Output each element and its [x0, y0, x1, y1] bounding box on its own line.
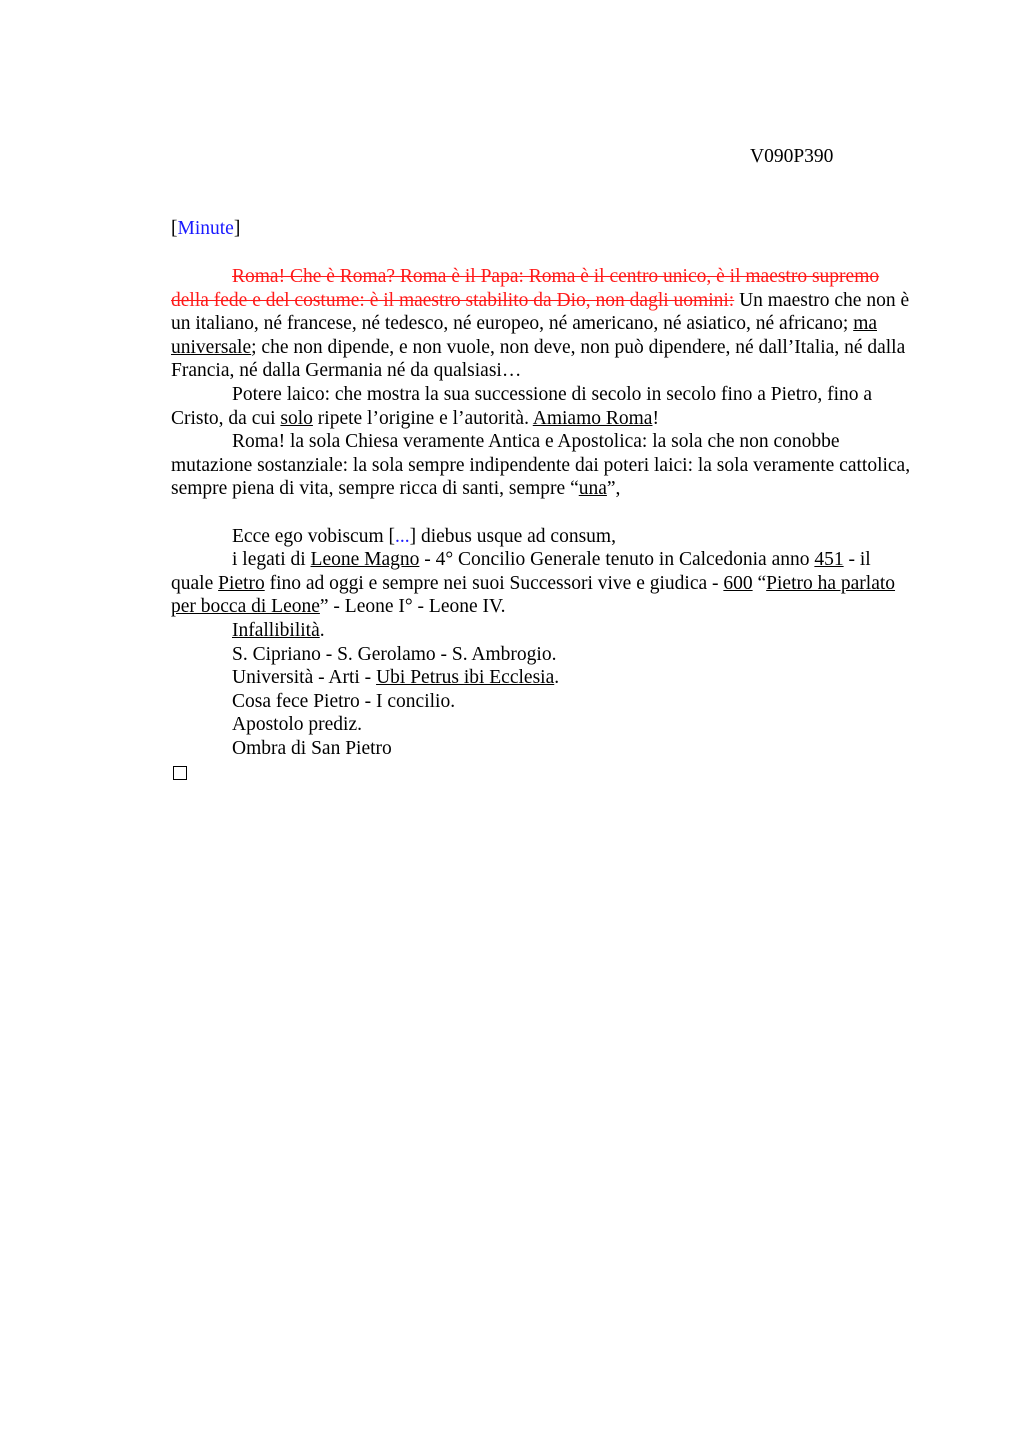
document-body	[171, 265, 916, 784]
paragraph-text: - 4° Concilio Generale tenuto in Calcedonia anno	[419, 549, 815, 571]
bracket-close: ]	[233, 218, 241, 239]
document-id: V090P390	[750, 146, 834, 167]
paragraph-ecce-ego	[171, 525, 916, 549]
paragraph-text: .	[554, 667, 560, 689]
paragraph-text: “	[752, 572, 767, 594]
paragraph-text: Ecce ego vobiscum [	[232, 525, 395, 547]
omission-mark: ...	[394, 525, 410, 547]
paragraph-text: ”,	[606, 478, 621, 500]
paragraph-text: ripete l’origine e l’autorità.	[312, 407, 533, 429]
paragraph-legati	[171, 548, 916, 619]
paragraph-text: i legati di	[232, 549, 311, 571]
paragraph-text: Università - Arti -	[232, 667, 377, 689]
underlined-text: Ubi Petrus ibi Ecclesia	[376, 667, 555, 689]
paragraph-cosa-fece: Cosa fece Pietro - I concilio.	[232, 690, 456, 712]
paragraph-universita	[171, 666, 916, 690]
underlined-text: 451	[814, 549, 844, 571]
paragraph-text: fino ad oggi e sempre nei suoi Successori vive e giudica -	[264, 572, 724, 594]
paragraph-text: Un maestro che non è un italiano, né francese, né tedesco, né europeo, né americano, né asiatico, né africano;	[171, 289, 910, 335]
square-marker-icon	[173, 766, 187, 780]
end-marker	[171, 760, 916, 784]
paragraph-text: ; che non dipende, e non vuole, non deve, non può dipendere, né dall’Italia, né dalla Francia, né dalla Germania né da qualsiasi…	[171, 336, 906, 382]
underlined-text: ma universale	[171, 313, 878, 358]
underlined-text: Pietro	[218, 572, 265, 594]
paragraph-santi: S. Cipriano - S. Gerolamo - S. Ambrogio.	[232, 643, 557, 665]
underlined-text: Pietro ha parlato per bocca di Leone	[171, 572, 896, 618]
paragraph-text: - il quale	[171, 549, 871, 594]
paragraph-text: .	[319, 619, 325, 641]
blank-line	[171, 501, 916, 525]
underlined-text: una	[578, 478, 607, 500]
section-label: Minute	[177, 218, 234, 239]
paragraph-apostolo: Apostolo prediz.	[232, 714, 362, 736]
paragraph-potere-laico	[171, 383, 916, 430]
paragraph-ombra: Ombra di San Pietro	[232, 737, 392, 759]
underlined-text: Leone Magno	[310, 549, 420, 571]
struck-text: Roma! Che è Roma? Roma è il Papa: Roma è il centro unico, è il maestro supremo della fede e del costume: è il maestro stabilito da Dio, non dagli uomini:	[171, 266, 880, 311]
underlined-text: 600	[723, 572, 753, 594]
bracket-open: [	[171, 218, 178, 239]
paragraph-text: Roma! la sola Chiesa veramente Antica e Apostolica: la sola che non conobbe mutazione sostanziale: la sola sempre indipendente dai poteri laici: la sola veramente cattolica, sempre piena di vita, sempre ricca di santi, sempre “	[171, 431, 911, 500]
paragraph-text: Potere laico: che mostra la sua successione di secolo in secolo fino a Pietro, fino a Cristo, da cui	[171, 383, 873, 429]
paragraph-text: ] diebus usque ad consum,	[409, 525, 616, 547]
underlined-text: Amiamo Roma	[532, 407, 653, 429]
paragraph-roma-maestro	[171, 265, 916, 383]
paragraph-infallibilita	[171, 619, 916, 643]
section-header	[171, 217, 240, 241]
underlined-text: solo	[280, 407, 313, 429]
paragraph-sola-chiesa	[171, 430, 916, 501]
underlined-text: Infallibilità	[232, 619, 320, 641]
paragraph-text: !	[652, 407, 659, 429]
paragraph-text: ” - Leone I° - Leone IV.	[319, 596, 506, 618]
